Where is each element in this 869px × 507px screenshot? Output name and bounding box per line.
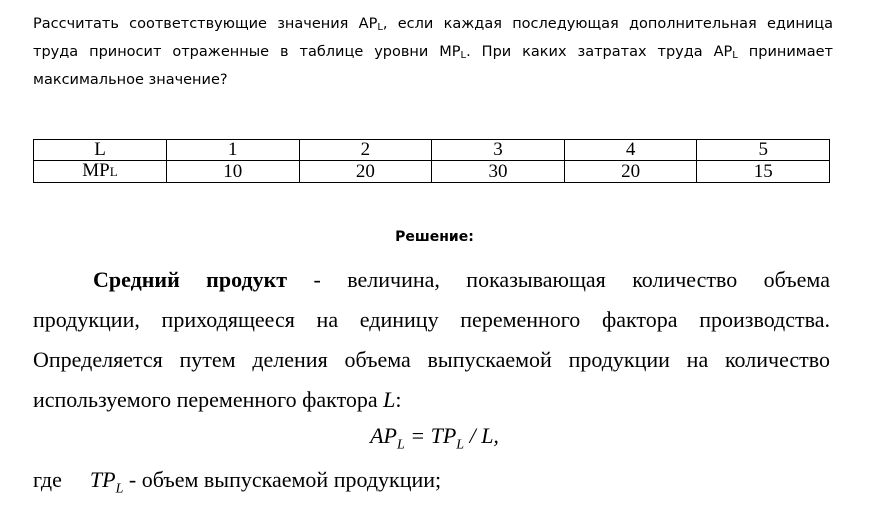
task-line-1: Рассчитать соответствующие значения $AP_L$, если каждая последующая дополнительная единица — [33, 16, 833, 33]
task-statement — [33, 12, 833, 92]
formula: $AP_L = TP_L / L$, — [370, 423, 499, 453]
table-cell: 20 — [299, 161, 432, 183]
paragraph-line-4: используемого переменного фактора L: — [33, 387, 402, 412]
where-definition: где $TP_L$ - объем выпускаемой продукции; — [33, 467, 442, 497]
data-table — [33, 139, 830, 183]
solution-title: Решение: — [395, 229, 474, 245]
table-row — [34, 161, 830, 183]
task-line-3: максимальное значение? — [33, 72, 228, 88]
task-line-2: труда приносит отраженные в таблице уровни $MP_L$. При каких затратах труда $AP_L$ принимает — [33, 44, 833, 61]
table-cell: 1 — [167, 140, 300, 161]
table-cell: 15 — [697, 161, 830, 183]
subscript: L — [460, 50, 467, 61]
solution-paragraph — [33, 260, 830, 420]
table-cell: 5 — [697, 140, 830, 161]
paragraph-line-1: Средний продукт - величина, показывающая количество объема — [93, 267, 830, 292]
table-cell: 4 — [564, 140, 697, 161]
table-cell: 3 — [432, 140, 565, 161]
term-average-product: Средний продукт — [93, 267, 288, 292]
table-cell: 30 — [432, 161, 565, 183]
table-row — [34, 140, 830, 161]
paragraph-line-3: Определяется путем деления объема выпускаемой продукции на количество — [33, 347, 830, 372]
table-cell: 10 — [167, 161, 300, 183]
table-cell: 2 — [299, 140, 432, 161]
row-header-l: L — [34, 140, 167, 161]
paragraph-line-2: продукции, приходящееся на единицу переменного фактора производства. — [33, 307, 830, 332]
table-cell: 20 — [564, 161, 697, 183]
row-header-mpl: MPL — [34, 161, 167, 183]
subscript: L — [377, 22, 383, 33]
subscript: L — [109, 164, 118, 179]
subscript: L — [732, 50, 738, 61]
